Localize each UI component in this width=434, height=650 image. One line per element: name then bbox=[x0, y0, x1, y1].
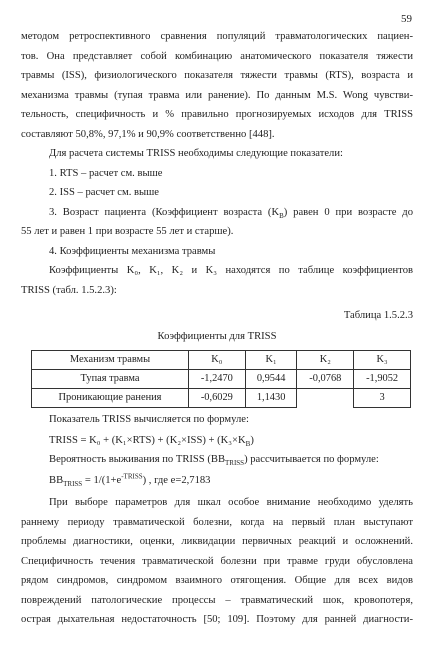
text-line: повреждений патологические процессы – травматический шок, кровопотеря, bbox=[21, 594, 413, 606]
table-cell: -0,0768 bbox=[297, 370, 354, 389]
text-line: Коэффициенты K₀, K₁, K₂ и K₃ находятся по таблице коэффициентов bbox=[49, 265, 413, 276]
paragraph-early-period bbox=[21, 493, 413, 630]
table-cell: 0,9544 bbox=[245, 370, 297, 389]
paragraph-requirements: Для расчета системы TRISS необходимы следующие показатели: bbox=[49, 148, 343, 159]
triss-formula bbox=[21, 431, 413, 451]
paragraph-coefficients bbox=[21, 261, 413, 300]
formula-text: = 1/(1+e bbox=[82, 474, 122, 486]
formula-text: ) , где e=2,7183 bbox=[142, 474, 211, 486]
formula-section bbox=[21, 410, 413, 490]
paragraph-intro bbox=[21, 27, 413, 144]
text-line: травмы (ISS), физиологического показателя тяжести травмы (RTS), возраста и bbox=[21, 70, 413, 81]
table-row bbox=[32, 370, 411, 389]
subscript: B bbox=[279, 211, 284, 220]
text-line: тельность, специфичность и % правильно прогнозируемых исходов для TRISS bbox=[21, 109, 413, 120]
table-cell bbox=[297, 389, 354, 408]
table-cell: -0,6029 bbox=[189, 389, 246, 408]
text-line: При выборе параметров для шкал особое внимание необходимо уделять bbox=[49, 497, 413, 508]
list-item-continuation: 55 лет и равен 1 при возрасте 55 лет и старше). bbox=[21, 226, 234, 237]
table-cell: -1,2470 bbox=[189, 370, 246, 389]
superscript: -TRISS bbox=[121, 471, 143, 480]
table-header-cell: K₂ bbox=[297, 351, 354, 370]
indicator-list bbox=[21, 164, 413, 262]
text-line: Специфичность течения травматической болезни при травме груди обусловлена bbox=[21, 555, 413, 567]
list-item: 1. RTS – расчет см. выше bbox=[49, 167, 163, 179]
survival-probability-formula bbox=[21, 471, 413, 491]
table-caption: Коэффициенты для TRISS bbox=[157, 330, 277, 342]
text-line: механизма травмы (тупая травма или ранение). По данным M.S. Wong чувстви- bbox=[21, 89, 413, 101]
text-line: TRISS (табл. 1.5.2.3): bbox=[21, 284, 117, 296]
list-item-text: 3. Возраст пациента (Коэффициент возраста (K bbox=[49, 206, 280, 218]
list-item bbox=[21, 203, 413, 223]
page-number: 59 bbox=[401, 13, 412, 25]
table-label: Таблица 1.5.2.3 bbox=[343, 310, 413, 321]
list-item-text: ) равен 0 при возрасте до bbox=[283, 206, 413, 218]
coefficients-table bbox=[31, 350, 411, 408]
text-line: проблемы диагностики, оценки, ликвидации первичных реакций и осложнений. bbox=[21, 536, 413, 547]
formula-text: BB bbox=[49, 474, 64, 486]
table-cell: Тупая травма bbox=[32, 370, 189, 389]
subscript: TRISS bbox=[63, 479, 83, 488]
text-line: рядом синдромов, синдромом взаимного отягощения. Общие для всех видов bbox=[21, 575, 413, 586]
table-header-cell: K₁ bbox=[245, 351, 297, 370]
table-cell: 3 bbox=[354, 389, 411, 408]
formula-intro: Показатель TRISS вычисляется по формуле: bbox=[49, 414, 249, 425]
list-item: 2. ISS – расчет см. выше bbox=[49, 187, 159, 198]
list-item: 4. Коэффициенты механизма травмы bbox=[49, 245, 216, 257]
table-header-cell: Механизм травмы bbox=[32, 351, 189, 370]
formula-text: ) рассчитывается по формуле: bbox=[244, 454, 379, 465]
formula-text: Вероятность выживания по TRISS (BB bbox=[49, 454, 226, 465]
table-header-row bbox=[32, 351, 411, 370]
table-header-cell: K₃ bbox=[354, 351, 411, 370]
text-line: методом ретроспективного сравнения популяций травматологических пациен- bbox=[21, 31, 413, 42]
text-line: составляют 50,8%, 97,1% и 90,9% соответственно [448]. bbox=[21, 128, 275, 140]
subscript: TRISS bbox=[225, 459, 245, 468]
subscript: B bbox=[245, 439, 251, 448]
page-content bbox=[21, 27, 413, 630]
table-cell: Проникающие ранения bbox=[32, 389, 189, 408]
survival-probability-intro bbox=[21, 450, 413, 470]
table-row bbox=[32, 389, 411, 408]
text-line: раннему периоду травматической болезни, когда на первый план выступают bbox=[21, 516, 413, 528]
text-line: острая дыхательная недостаточность [50; 109]. Поэтому для ранней диагности- bbox=[21, 614, 413, 625]
table-cell: 1,1430 bbox=[245, 389, 297, 408]
formula-text: ) bbox=[250, 434, 254, 446]
text-line: тов. Она представляет собой комбинацию анатомического показателя тяжести bbox=[21, 50, 413, 62]
formula-text: TRISS = K₀ + (K₁×RTS) + (K₂×ISS) + (K₃×K bbox=[49, 434, 246, 446]
table-header-cell: K₀ bbox=[189, 351, 246, 370]
table-cell: -1,9052 bbox=[354, 370, 411, 389]
